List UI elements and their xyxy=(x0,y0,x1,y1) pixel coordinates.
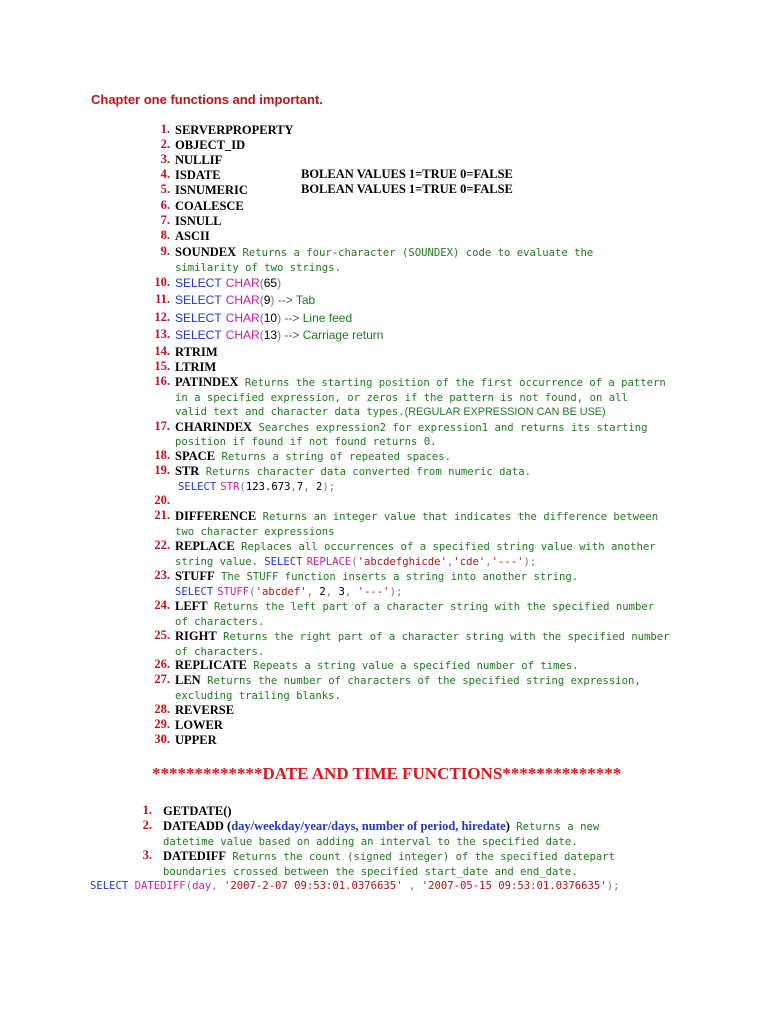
item-number: 2. xyxy=(142,818,152,832)
function-name: DIFFERENCE xyxy=(175,509,257,523)
function-description: Repeats a string value a specified number of times. xyxy=(247,660,579,672)
function-description: Returns the starting position of the first occurrence of a pattern xyxy=(238,377,666,389)
function-name: LTRIM xyxy=(175,360,217,374)
item-number: 2. xyxy=(160,137,170,151)
function-description: Returns the left part of a character string with the specified number xyxy=(207,601,655,613)
item-number: 9. xyxy=(160,244,170,258)
function-name: REVERSE xyxy=(175,703,235,717)
sql-keyword: SELECT xyxy=(175,276,222,290)
item-number: 3. xyxy=(142,848,152,862)
function-description: similarity of two strings. xyxy=(175,262,341,274)
function-description: datetime value based on adding an interval to the specified date. xyxy=(163,836,578,848)
item-number: 1. xyxy=(142,803,152,817)
item-number: 1. xyxy=(160,122,170,136)
item-number: 27. xyxy=(154,672,170,686)
function-name: GETDATE() xyxy=(163,804,232,818)
item-number: 13. xyxy=(154,327,170,341)
function-description: in a specified expression, or zeros if the pattern is not found, on all xyxy=(175,392,628,404)
function-name: ASCII xyxy=(175,229,210,243)
sql-function: CHAR xyxy=(225,276,260,290)
item-number: 16. xyxy=(154,374,170,388)
function-description: valid text and character data types. xyxy=(175,406,405,418)
function-description: Returns an integer value that indicates the difference between xyxy=(256,511,659,523)
function-name: ISNULL xyxy=(175,214,222,228)
item-number: 11. xyxy=(155,292,170,306)
function-name: NULLIF xyxy=(175,153,223,167)
item-number: 15. xyxy=(154,359,170,373)
function-description: Returns a string of repeated spaces. xyxy=(215,451,452,463)
function-name: SOUNDEX xyxy=(175,245,237,259)
function-name: ISDATE xyxy=(175,168,221,182)
function-description: Returns the right part of a character string with the specified number xyxy=(216,631,670,643)
function-description: Returns the count (signed integer) of the specified datepart xyxy=(225,851,616,863)
function-description: Returns the number of characters of the specified string expression, xyxy=(200,675,641,687)
char-label: Carriage return xyxy=(302,328,384,342)
function-description: position if found if not found returns 0. xyxy=(175,436,437,448)
item-number: 17. xyxy=(154,419,170,433)
function-description: Replaces all occurrences of a specified string value with another xyxy=(234,541,656,553)
item-number: 14. xyxy=(154,344,170,358)
function-name: REPLICATE xyxy=(175,658,248,672)
function-description: two character expressions xyxy=(175,526,335,538)
function-name: SPACE xyxy=(175,449,216,463)
function-name: RIGHT xyxy=(175,629,217,643)
chapter-title: Chapter one functions and important. xyxy=(91,92,323,107)
function-description: of characters. xyxy=(175,616,265,628)
item-number: 30. xyxy=(154,732,170,746)
sql-function: CHAR xyxy=(225,293,260,307)
function-description: boundaries crossed between the specified start_date and end_date. xyxy=(163,866,578,878)
sql-keyword: SELECT xyxy=(175,293,222,307)
function-name: RTRIM xyxy=(175,345,218,359)
item-number: 21. xyxy=(154,508,170,522)
function-name: STUFF xyxy=(175,569,215,583)
function-description: The STUFF function inserts a string into another string. xyxy=(214,571,579,583)
function-name: CHARINDEX xyxy=(175,420,253,434)
item-number: 26. xyxy=(154,657,170,671)
function-description: of characters. xyxy=(175,646,265,658)
sql-keyword: SELECT xyxy=(175,311,222,325)
function-name: SERVERPROPERTY xyxy=(175,123,294,137)
item-number: 22. xyxy=(154,538,170,552)
item-number: 20. xyxy=(154,493,170,507)
char-label: Tab xyxy=(295,293,316,307)
function-description: Returns a new xyxy=(509,821,600,833)
function-name: UPPER xyxy=(175,733,217,747)
function-name: REPLACE xyxy=(175,539,235,553)
function-name: STR xyxy=(175,464,200,478)
item-number: 12. xyxy=(154,310,170,324)
function-name: ISNUMERIC xyxy=(175,183,248,197)
sql-function: CHAR xyxy=(225,311,260,325)
item-number: 6. xyxy=(160,198,170,212)
function-description: excluding trailing blanks. xyxy=(175,690,341,702)
sql-keyword: SELECT xyxy=(175,328,222,342)
item-number: 25. xyxy=(154,628,170,642)
function-description: Searches expression2 for expression1 and returns its starting xyxy=(252,422,648,434)
section-heading: *************DATE AND TIME FUNCTIONS************** xyxy=(152,764,622,783)
item-number: 4. xyxy=(160,167,170,181)
function-name: LEN xyxy=(175,673,201,687)
function-description: Returns character data converted from numeric data. xyxy=(199,466,531,478)
item-number: 5. xyxy=(160,182,170,196)
item-number: 23. xyxy=(154,568,170,582)
function-name: COALESCE xyxy=(175,199,244,213)
item-number: 18. xyxy=(154,448,170,462)
item-number: 28. xyxy=(154,702,170,716)
item-number: 24. xyxy=(154,598,170,612)
item-number: 19. xyxy=(154,463,170,477)
item-number: 8. xyxy=(160,228,170,242)
item-number: 3. xyxy=(160,152,170,166)
function-name: LOWER xyxy=(175,718,223,732)
function-name: OBJECT_ID xyxy=(175,138,246,152)
regex-note: (REGULAR EXPRESSION CAN BE USE) xyxy=(404,406,606,418)
function-description: Returns a four-character (SOUNDEX) code to evaluate the xyxy=(236,247,594,259)
boolean-note: BOLEAN VALUES 1=TRUE 0=FALSE xyxy=(301,167,513,181)
function-name: DATEDIFF xyxy=(163,849,226,863)
item-number: 10. xyxy=(154,275,170,289)
boolean-note: BOLEAN VALUES 1=TRUE 0=FALSE xyxy=(301,182,513,196)
function-name: LEFT xyxy=(175,599,208,613)
item-number: 7. xyxy=(160,213,170,227)
item-number: 29. xyxy=(154,717,170,731)
datediff-example: SELECT DATEDIFF(day, '2007-2-07 09:53:01.0376635' , '2007-05-15 09:53:01.0376635'); xyxy=(90,880,620,892)
function-name: DATEADD xyxy=(163,819,224,833)
function-name: PATINDEX xyxy=(175,375,239,389)
char-label: Line feed xyxy=(302,311,353,325)
dateadd-params: day/weekday/year/days, number of period, hiredate xyxy=(231,819,506,833)
sql-function: CHAR xyxy=(225,328,260,342)
